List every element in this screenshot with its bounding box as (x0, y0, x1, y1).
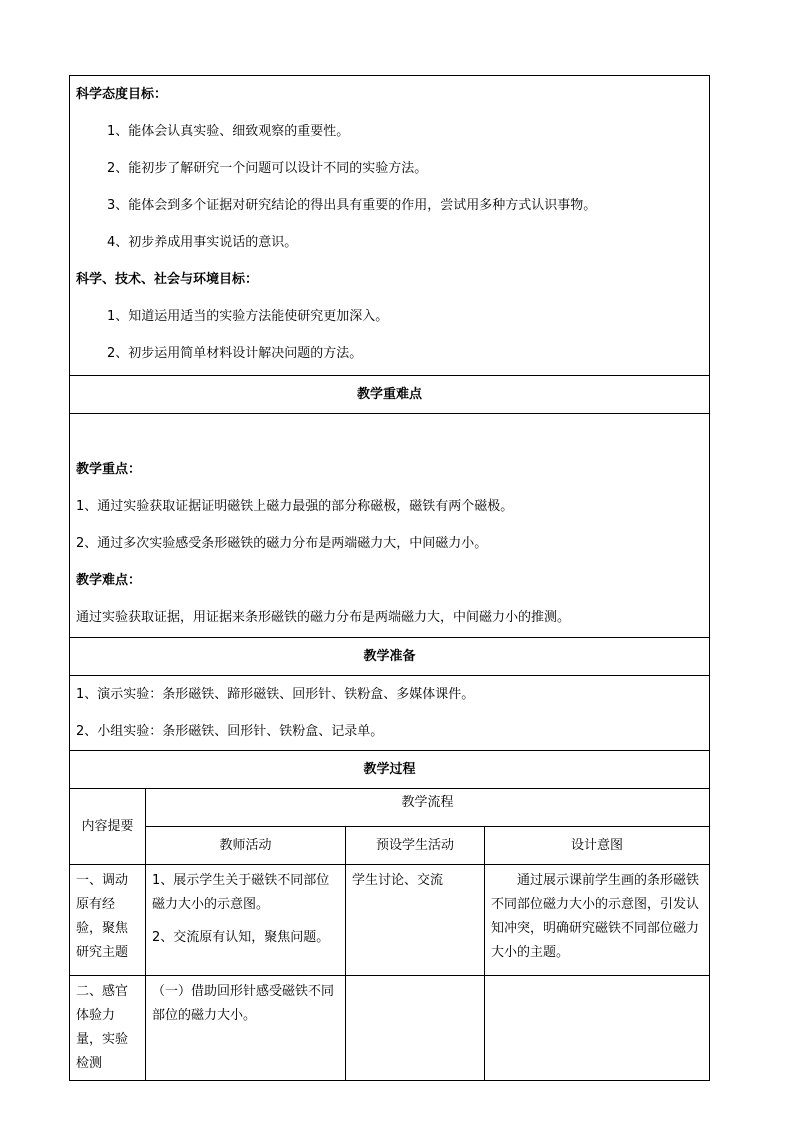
attitude-item: 3、能体会到多个证据对研究结论的得出具有重要的作用，尝试用多种方式认识事物。 (107, 198, 597, 213)
prep-item: 2、小组实验：条形磁铁、回形针、铁粉盒、记录单。 (76, 724, 384, 739)
stse-heading: 科学、技术、社会与环境目标： (76, 272, 259, 287)
prep-item: 1、演示实验：条形磁铁、蹄形磁铁、回形针、铁粉盒、多媒体课件。 (76, 687, 475, 702)
prep-title: 教学准备 (70, 638, 710, 676)
row-design (485, 976, 710, 1081)
stse-item: 1、知道运用适当的实验方法能使研究更加深入。 (107, 309, 389, 324)
keypoints-title: 教学重难点 (70, 376, 710, 414)
flow-label: 教学流程 (146, 789, 710, 827)
focus-item: 2、通过多次实验感受条形磁铁的磁力分布是两端磁力大，中间磁力小。 (76, 536, 488, 551)
focus-heading: 教学重点： (76, 462, 142, 477)
difficulty-text: 通过实验获取证据，用证据来条形磁铁的磁力分布是两端磁力大，中间磁力小的推测。 (76, 610, 571, 625)
focus-item: 1、通过实验获取证据证明磁铁上磁力最强的部分称磁极，磁铁有两个磁极。 (76, 499, 514, 514)
row-content: 一、调动原有经验，聚焦研究主题 (70, 865, 146, 976)
row-student (346, 976, 485, 1081)
table-row (70, 976, 710, 1081)
attitude-heading: 科学态度目标： (76, 87, 168, 102)
difficulty-heading: 教学难点： (76, 573, 142, 588)
row-student: 学生讨论、交流 (346, 865, 485, 976)
row-design: 通过展示课前学生画的条形磁铁不同部位磁力大小的示意图，引发认知冲突，明确研究磁铁不同部位磁力大小的主题。 (485, 865, 710, 976)
teacher-step: （一）借助回形针感受磁铁不同部位的磁力大小。 (152, 984, 335, 1023)
row-teacher (146, 976, 346, 1081)
process-title: 教学过程 (70, 751, 710, 789)
col-design-header: 设计意图 (485, 827, 710, 865)
lesson-plan-document (69, 75, 709, 1081)
row-content: 二、感官体验力量，实验检测 (70, 976, 146, 1081)
teacher-step: 2、交流原有认知，聚焦问题。 (152, 930, 330, 945)
teacher-step: 1、展示学生关于磁铁不同部位磁力大小的示意图。 (152, 873, 330, 912)
col-content-header: 内容提要 (70, 789, 146, 865)
col-student-header: 预设学生活动 (346, 827, 485, 865)
attitude-item: 1、能体会认真实验、细致观察的重要性。 (107, 124, 350, 139)
attitude-item: 2、能初步了解研究一个问题可以设计不同的实验方法。 (107, 161, 428, 176)
objectives-cell (70, 76, 710, 376)
col-teacher-header: 教师活动 (146, 827, 346, 865)
row-teacher (146, 865, 346, 976)
prep-cell (70, 676, 710, 751)
table-row (70, 865, 710, 976)
lesson-plan-table (69, 75, 710, 1081)
stse-item: 2、初步运用简单材料设计解决问题的方法。 (107, 346, 363, 361)
keypoints-cell (70, 414, 710, 638)
attitude-item: 4、初步养成用事实说话的意识。 (107, 235, 298, 250)
